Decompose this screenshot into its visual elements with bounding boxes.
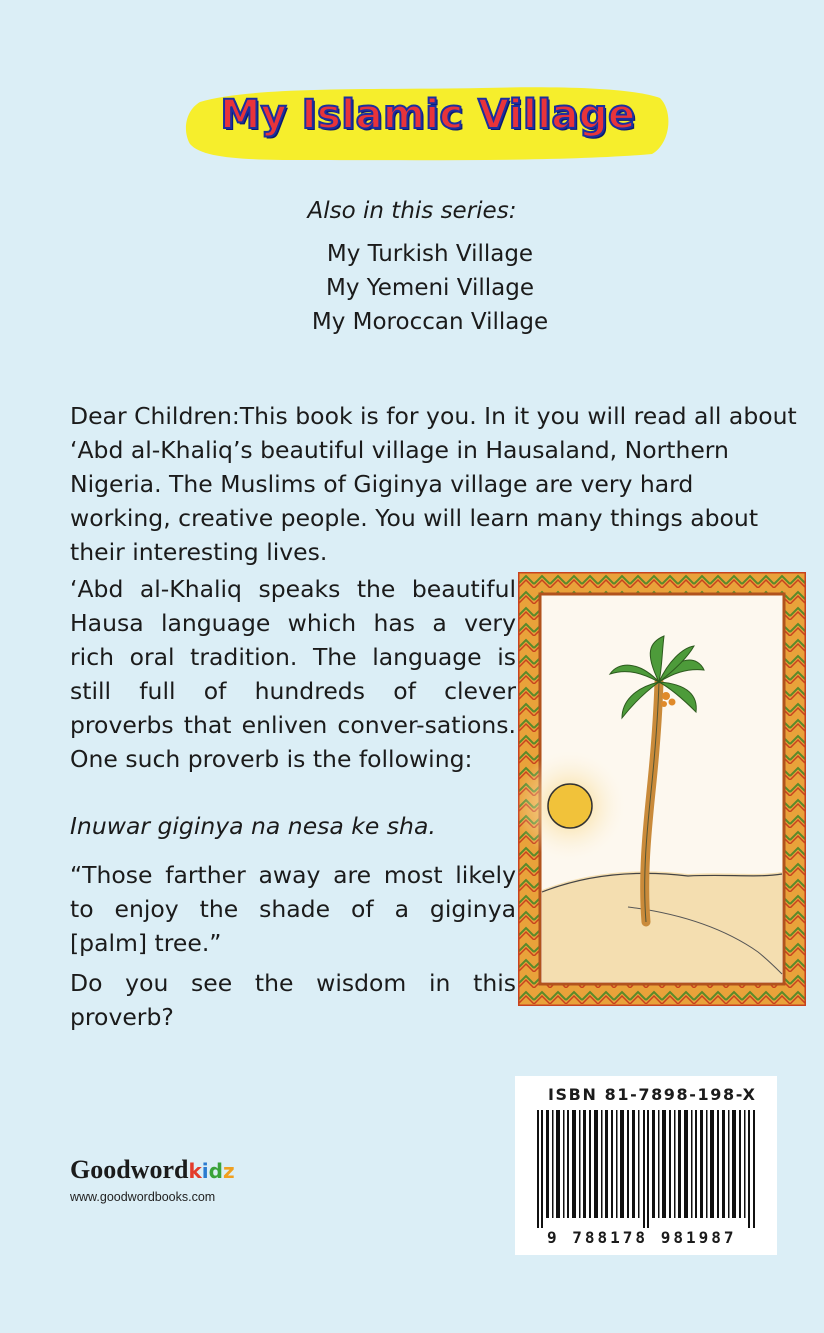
series-heading: Also in this series: <box>307 198 517 224</box>
publisher-name: Goodword <box>70 1155 189 1184</box>
title-banner <box>182 82 674 164</box>
proverb-text: Inuwar giginya na nesa ke sha. <box>70 812 436 840</box>
publisher-logo <box>70 1155 235 1185</box>
language-paragraph: ‘Abd al-Khaliq speaks the beautiful Hausa language which has a very rich oral tradition. The language is still full of hundreds of clever proverbs that enliven conver-sations. One such proverb is the following: <box>70 575 516 773</box>
series-item: My Yemeni Village <box>326 275 534 301</box>
ean-number: 9 788178 981987 <box>547 1228 737 1247</box>
proverb-translation: “Those farther away are most likely to enjoy the shade of a giginya [palm] tree.” <box>70 861 516 957</box>
publisher-kidz-logo: kidz <box>188 1159 235 1183</box>
series-list <box>0 237 824 339</box>
barcode-icon <box>535 1110 757 1228</box>
series-item: My Moroccan Village <box>311 309 549 335</box>
palm-tree-desert-sun-frame-icon <box>518 572 806 1006</box>
book-title: My Islamic Village <box>220 92 636 138</box>
isbn-label: ISBN 81-7898-198-X <box>548 1085 757 1104</box>
question-text: Do you see the wisdom in this proverb? <box>70 969 516 1031</box>
series-item: My Turkish Village <box>326 241 534 267</box>
publisher-website: www.goodwordbooks.com <box>70 1190 216 1204</box>
intro-paragraph: Dear Children:This book is for you. In it you will read all about ‘Abd al-Khaliq’s beautiful village in Hausaland, Northern Nigeria. The Muslims of Giginya village are very hard working, creative people. You will learn many things about their interesting lives. <box>70 402 797 566</box>
